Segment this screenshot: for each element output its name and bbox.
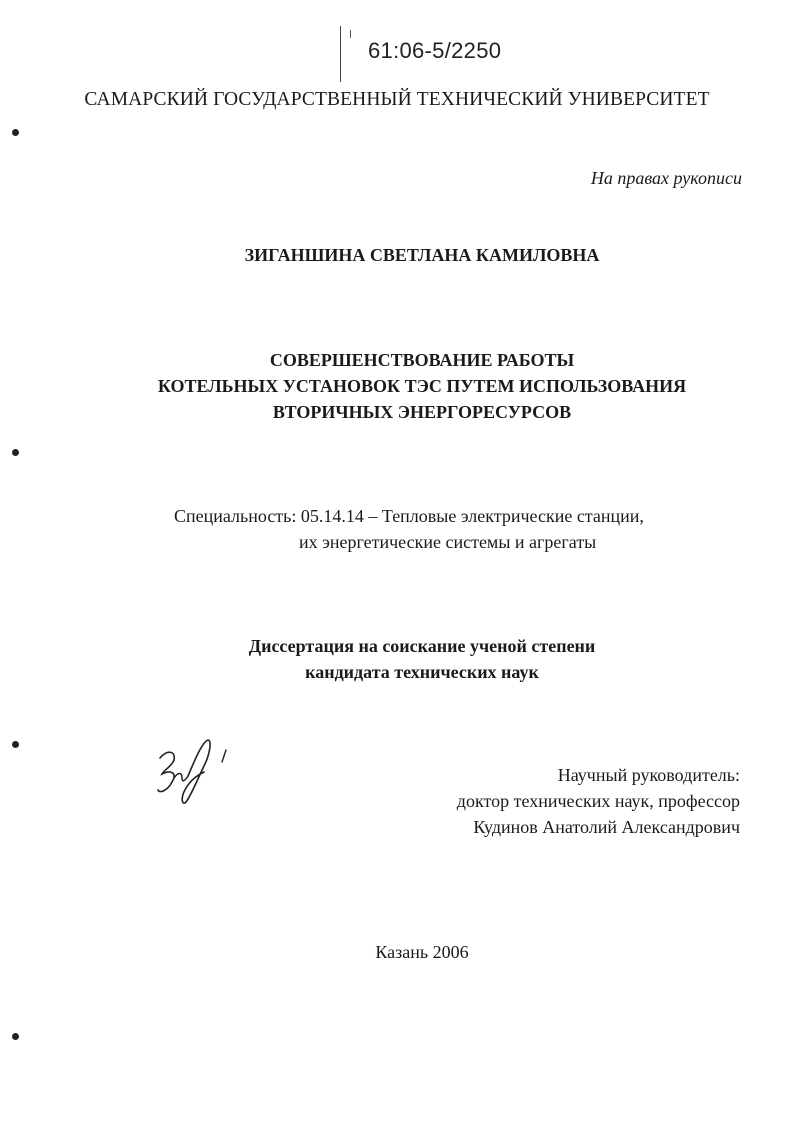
stamp-margin-line: [340, 26, 341, 82]
author-name: ЗИГАНШИНА СВЕТЛАНА КАМИЛОВНА: [244, 245, 600, 265]
binder-hole-mark: [12, 1033, 19, 1040]
binder-hole-mark: [12, 129, 19, 136]
degree-line: Диссертация на соискание ученой степени: [248, 636, 596, 656]
advisor-degree: доктор технических наук, профессор: [456, 791, 740, 811]
degree-line: кандидата технических наук: [305, 662, 539, 682]
advisor-label: Научный руководитель:: [557, 765, 740, 785]
library-stamp: 61:06-5/2250: [368, 38, 502, 63]
manuscript-note: На правах рукописи: [590, 168, 742, 188]
handwritten-signature: [152, 732, 244, 808]
title-line: СОВЕРШЕНСТВОВАНИЕ РАБОТЫ: [269, 350, 575, 370]
degree-statement: [0, 633, 794, 685]
specialty-line-1: Специальность: 05.14.14 – Тепловые электрические станции,: [174, 506, 644, 526]
binder-hole-mark: [12, 449, 19, 456]
stamp-tick-mark: [350, 30, 351, 38]
title-line: КОТЕЛЬНЫХ УСТАНОВОК ТЭС ПУТЕМ ИСПОЛЬЗОВАНИЯ: [157, 376, 687, 396]
binder-hole-mark: [12, 741, 19, 748]
specialty-line-2: их энергетические системы и агрегаты: [299, 532, 597, 552]
advisor-name: Кудинов Анатолий Александрович: [473, 817, 740, 837]
title-line: ВТОРИЧНЫХ ЭНЕРГОРЕСУРСОВ: [272, 402, 572, 422]
university-name: САМАРСКИЙ ГОСУДАРСТВЕННЫЙ ТЕХНИЧЕСКИЙ УНИВЕРСИТЕТ: [84, 89, 710, 110]
city-year: Казань 2006: [375, 942, 469, 962]
scientific-advisor: [457, 762, 740, 840]
dissertation-title: [0, 347, 794, 425]
